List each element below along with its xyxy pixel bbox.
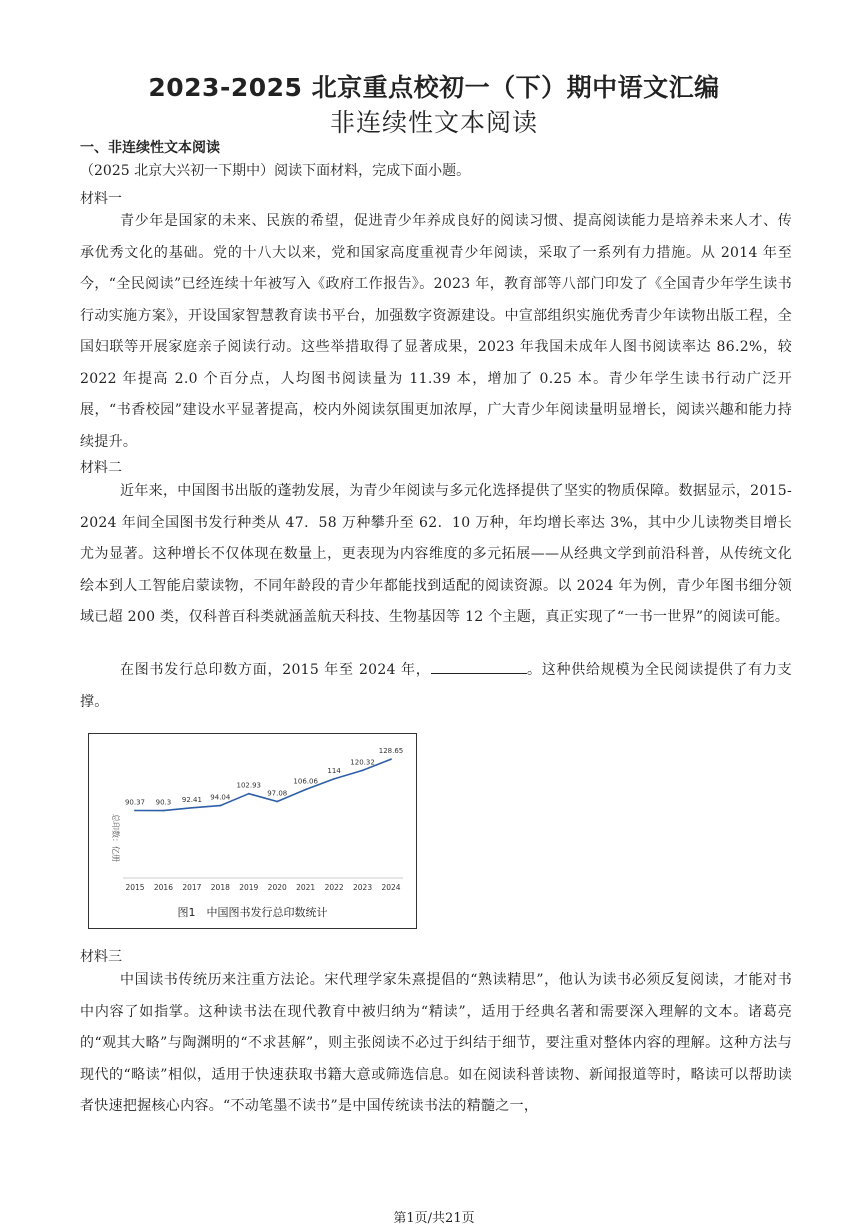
material1-label: 材料一 bbox=[80, 191, 122, 207]
x-tick-label: 2016 bbox=[153, 883, 173, 892]
fill-blank-lead: 在图书发行总印数方面，2015 年至 2024 年， bbox=[120, 662, 431, 678]
x-tick-label: 2021 bbox=[296, 883, 316, 892]
data-label: 102.93 bbox=[236, 781, 262, 790]
data-point bbox=[248, 793, 250, 795]
x-tick-label: 2019 bbox=[239, 883, 259, 892]
x-tick-label: 2017 bbox=[182, 883, 202, 892]
data-label: 97.08 bbox=[267, 789, 288, 798]
data-label: 106.06 bbox=[293, 777, 318, 786]
data-point bbox=[362, 769, 364, 771]
material1-text: 青少年是国家的未来、民族的希望，促进青少年养成良好的阅读习惯、提高阅读能力是培养未来人才、传承优秀文化的基础。党的十八大以来，党和国家高度重视青少年阅读，采取了一系列有力措施。从 2014 年至今，“全民阅读”已经连续十年被写入《政府工作报告》。2023 年，教育部等八部门印发了《全国青少年学生读书行动实施方案》，开设国家智慧教育读书平台，加强数字资源建设。中宣部组织实施优秀青少年读物出版工程，全国妇联等开展家庭亲子阅读行动。这些举措取得了显著成果，2023 年我国未成年人图书阅读率达 86.2%，较 2022 年提高 2.0 个百分点，人均图书阅读量为 11.39 本，增加了 0.25 本。青少年学生读书行动广泛开展，“书香校园”建设水平显著提高，校内外阅读氛围更加浓厚，广大青少年阅读量明显增长，阅读兴趣和能力持续提升。 bbox=[80, 213, 792, 450]
x-tick-label: 2018 bbox=[210, 883, 230, 892]
data-point bbox=[276, 801, 278, 803]
x-tick-label: 2024 bbox=[381, 883, 401, 892]
material2-label: 材料二 bbox=[80, 460, 122, 476]
x-tick-label: 2015 bbox=[125, 883, 145, 892]
page-footer: 第1页/共21页 bbox=[393, 1211, 475, 1226]
data-label: 114 bbox=[327, 766, 341, 775]
x-tick-label: 2022 bbox=[324, 883, 344, 892]
question-intro: （2025 北京大兴初一下期中）阅读下面材料，完成下面小题。 bbox=[80, 163, 471, 179]
answer-blank[interactable] bbox=[431, 659, 527, 674]
material3-label: 材料三 bbox=[80, 949, 122, 965]
data-label: 94.04 bbox=[210, 793, 231, 802]
data-label: 120.32 bbox=[350, 758, 375, 767]
data-point bbox=[191, 807, 193, 809]
fill-blank-question bbox=[80, 655, 792, 718]
series-line bbox=[135, 759, 391, 810]
data-label: 92.41 bbox=[181, 795, 202, 804]
data-point bbox=[390, 758, 392, 760]
material3-text: 中国读书传统历来注重方法论。宋代理学家朱熹提倡的“熟读精思”，他认为读书必须反复阅读，才能对书中内容了如指掌。这种读书法在现代教育中被归纳为“精读”，适用于经典名著和需要深入理解的文本。诸葛亮的“观其大略”与陶渊明的“不求甚解”，则主张阅读不必过于纠结于细节，要注重对整体内容的理解。这种方法与现代的“略读”相似，适用于快速获取书籍大意或筛选信息。如在阅读科普读物、新闻报道等时，略读可以帮助读者快速把握核心内容。“不动笔墨不读书”是中国传统读书法的精髓之一， bbox=[80, 972, 792, 1114]
document-subtitle: 非连续性文本阅读 bbox=[329, 108, 538, 137]
data-label: 90.37 bbox=[124, 798, 146, 807]
x-tick-label: 2023 bbox=[353, 883, 373, 892]
data-label: 90.3 bbox=[155, 798, 172, 807]
data-point bbox=[219, 805, 221, 807]
y-axis-label: 总印数：亿册 bbox=[111, 814, 120, 862]
line-chart bbox=[89, 734, 415, 928]
data-point bbox=[333, 778, 335, 780]
section-heading: 一、非连续性文本阅读 bbox=[80, 140, 220, 156]
data-point bbox=[305, 789, 307, 791]
x-tick-label: 2020 bbox=[267, 883, 287, 892]
fill-blank-tail: 。这种供给规模为全民阅读提供了有力支撑。 bbox=[80, 662, 792, 710]
document-title: 2023-2025 北京重点校初一（下）期中语文汇编 bbox=[148, 73, 720, 102]
chart-caption: 图1 中国图书发行总印数统计 bbox=[177, 906, 328, 919]
data-label: 128.65 bbox=[378, 747, 404, 756]
data-point bbox=[163, 810, 165, 812]
data-point bbox=[134, 810, 136, 812]
print-run-chart bbox=[88, 733, 417, 929]
material2-text: 近年来，中国图书出版的蓬勃发展，为青少年阅读与多元化选择提供了坚实的物质保障。数据显示，2015-2024 年间全国图书发行种类从 47．58 万种攀升至 62．10 万种，年均增长率达 3%，其中少儿读物类目增长尤为显著。这种增长不仅体现在数量上，更表现为内容维度的多元拓展——从经典文学到前沿科普，从传统文化绘本到人工智能启蒙读物，不同年龄段的青少年都能找到适配的阅读资源。以 2024 年为例，青少年图书细分领域已超 200 类，仅科普百科类就涵盖航天科技、生物基因等 12 个主题，真正实现了“一书一世界”的阅读可能。 bbox=[80, 483, 792, 625]
